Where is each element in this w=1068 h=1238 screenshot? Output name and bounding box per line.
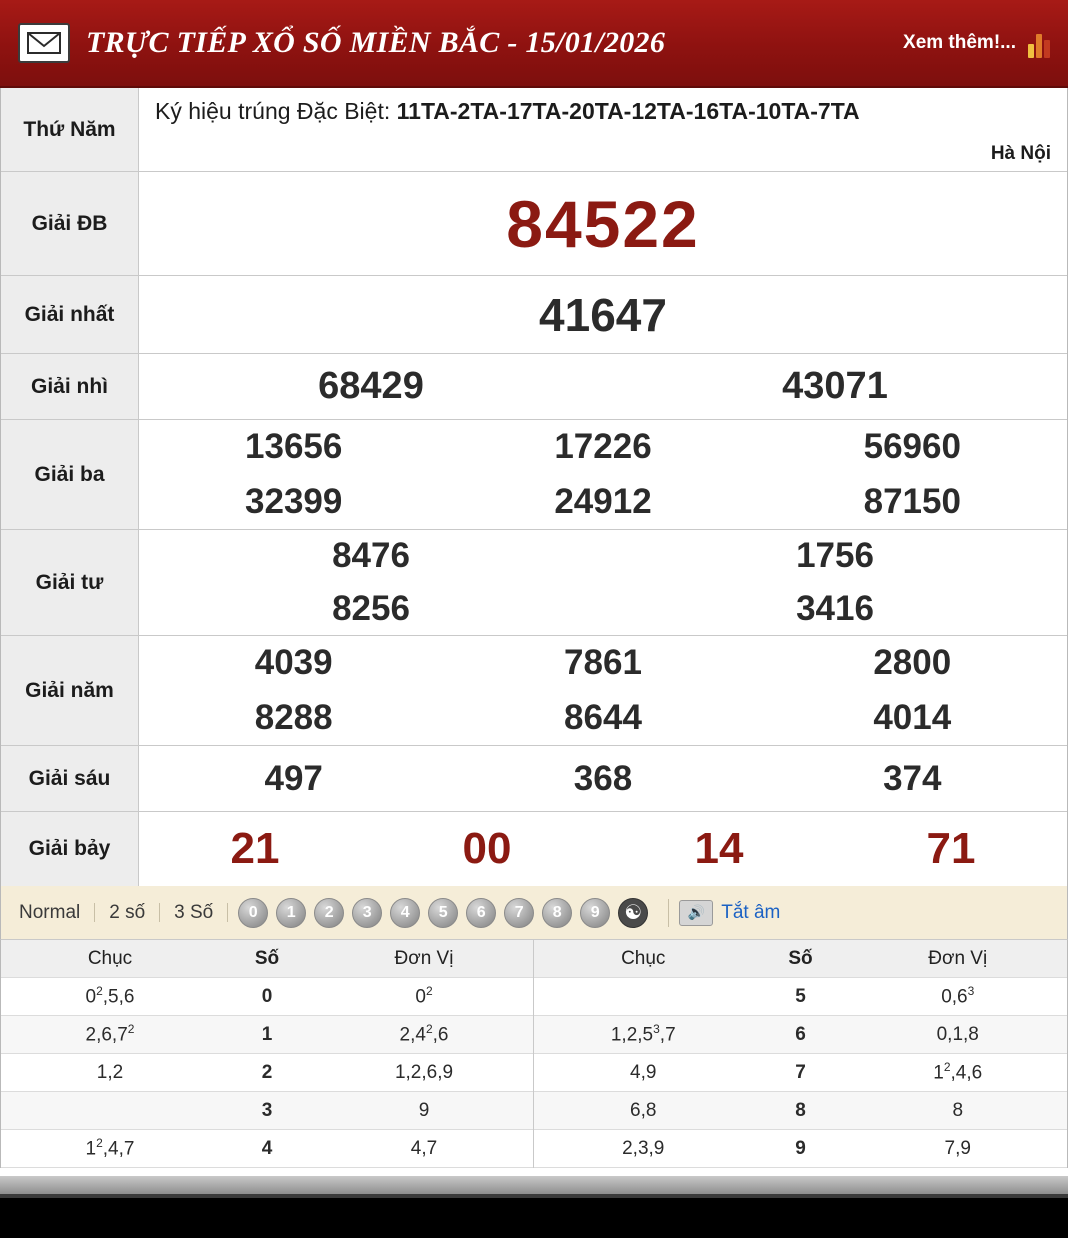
device-bezel-bottom (0, 1194, 1068, 1238)
stats-col-so: Số (788, 947, 813, 969)
envelope-icon (18, 23, 70, 63)
prize-number: 41647 (539, 288, 667, 341)
cell-so: 5 (795, 985, 806, 1007)
stats-col-chuc: Chục (621, 947, 666, 969)
prize-values-ba (139, 420, 1067, 529)
prize-number: 4014 (873, 697, 952, 737)
stats-col-donvi: Đơn Vị (394, 947, 454, 969)
table-row (534, 1054, 1067, 1092)
cell-donvi: $0^2$ (415, 984, 433, 1008)
cell-donvi: 4,7 (410, 1137, 438, 1159)
prize-number: 374 (883, 758, 942, 798)
cell-chuc: $0^2,5,6$ (85, 984, 135, 1008)
digit-button-6[interactable]: 6 (466, 898, 496, 928)
sound-toggle[interactable] (679, 900, 780, 926)
table-row (1, 1130, 533, 1168)
toolbar-divider (668, 899, 669, 927)
prize-row-nhi (1, 354, 1067, 420)
cell-so: 6 (795, 1023, 806, 1045)
prize-values-nam (139, 636, 1067, 745)
cell-chuc: 6,8 (630, 1099, 657, 1121)
prize-row-bay (1, 812, 1067, 886)
prize-values-db (139, 172, 1067, 275)
sound-toggle-label[interactable]: Tắt âm (721, 901, 781, 923)
yin-yang-icon[interactable]: ☯ (618, 898, 648, 928)
prize-values-tu (139, 530, 1067, 635)
table-row (534, 1016, 1067, 1054)
digit-button-2[interactable]: 2 (314, 898, 344, 928)
cell-so: 4 (261, 1137, 273, 1159)
stats-col-chuc: Chục (87, 947, 133, 969)
table-row (1, 1016, 533, 1054)
prize-number: 14 (694, 824, 744, 873)
device-bezel-top (0, 1176, 1068, 1194)
cell-donvi: 9 (418, 1099, 430, 1121)
prize-number: 68429 (318, 365, 424, 407)
special-code-key: Ký hiệu trúng Đặc Biệt: (155, 98, 391, 124)
filter-toolbar (0, 886, 1068, 940)
cell-chuc: 4,9 (630, 1061, 657, 1083)
prize-row-nam (1, 636, 1067, 746)
prize-values-nhat (139, 276, 1067, 353)
stats-header-row (1, 940, 533, 978)
prize-number: 4039 (254, 643, 333, 683)
weekday-label: Thứ Năm (1, 88, 139, 171)
prize-values-nhi (139, 354, 1067, 419)
prize-number: 8644 (564, 697, 642, 737)
table-row (1, 1092, 533, 1130)
digit-button-8[interactable]: 8 (542, 898, 572, 928)
table-row (1, 1054, 533, 1092)
prize-number: 7861 (564, 643, 642, 683)
prize-label-tu: Giải tư (1, 530, 139, 635)
prize-number: 8256 (332, 588, 410, 628)
digit-button-7[interactable]: 7 (504, 898, 534, 928)
prize-label-nam: Giải năm (1, 636, 139, 745)
prize-label-sau: Giải sáu (1, 746, 139, 811)
cell-donvi: 0,1,8 (936, 1023, 979, 1045)
digit-button-1[interactable]: 1 (276, 898, 306, 928)
special-code-area (139, 88, 1067, 171)
prize-number: 43071 (782, 365, 888, 407)
page-title: TRỰC TIẾP XỔ SỐ MIỀN BẮC - 15/01/2026 (86, 26, 666, 59)
cell-chuc: 1,2,5$^3$,7 (610, 1022, 676, 1046)
prize-number: 24912 (554, 481, 652, 521)
prize-number: 368 (573, 758, 633, 798)
stats-col-so: Số (254, 947, 280, 969)
digit-stats-tables (0, 940, 1068, 1168)
prize-number: 00 (462, 824, 512, 873)
prize-number: 497 (264, 758, 323, 798)
stats-table-right (534, 940, 1067, 1168)
prize-number: 1756 (796, 536, 874, 576)
prize-label-nhat: Giải nhất (1, 276, 139, 353)
page-header (0, 0, 1068, 88)
cell-so: 7 (795, 1061, 806, 1083)
cell-donvi: 8 (952, 1099, 964, 1121)
table-row (534, 1092, 1067, 1130)
cell-so: 8 (795, 1099, 806, 1121)
two-digit-button[interactable]: 2 số (95, 903, 160, 922)
cell-so: 0 (261, 985, 273, 1007)
prize-number: 32399 (245, 481, 343, 521)
three-digit-button[interactable]: 3 Số (160, 903, 228, 922)
see-more-link[interactable]: Xem thêm!... (903, 32, 1016, 53)
special-code-value: 11TA-2TA-17TA-20TA-12TA-16TA-10TA-7TA (396, 98, 860, 124)
digit-button-4[interactable]: 4 (390, 898, 420, 928)
meta-row (1, 88, 1067, 172)
prize-row-nhat (1, 276, 1067, 354)
cell-so: 9 (795, 1137, 806, 1159)
prize-number: 87150 (863, 481, 961, 521)
digit-button-3[interactable]: 3 (352, 898, 382, 928)
prize-number: 56960 (863, 427, 961, 467)
prize-number: 2800 (873, 643, 952, 683)
prize-label-nhi: Giải nhì (1, 354, 139, 419)
mode-normal-button[interactable]: Normal (11, 903, 95, 922)
cell-so: 3 (261, 1099, 273, 1121)
digit-button-0[interactable]: 0 (238, 898, 268, 928)
cell-chuc: 1,2 (96, 1061, 124, 1083)
digit-button-9[interactable]: 9 (580, 898, 610, 928)
prize-number: 17226 (554, 427, 652, 467)
prize-values-bay (139, 812, 1067, 886)
prize-row-tu (1, 530, 1067, 636)
bar-chart-icon[interactable] (1028, 28, 1050, 58)
lottery-results-board (0, 88, 1068, 886)
cell-so: 2 (261, 1061, 273, 1083)
stats-header-row (534, 940, 1067, 978)
prize-number: 8288 (254, 697, 333, 737)
table-row (1, 978, 533, 1016)
cell-donvi: 1,2,6,9 (394, 1061, 454, 1083)
prize-number: 21 (230, 824, 280, 873)
cell-donvi: $2,4^2,6$ (399, 1022, 449, 1046)
cell-so: 1 (261, 1023, 273, 1045)
header-actions (903, 28, 1050, 58)
digit-button-5[interactable]: 5 (428, 898, 458, 928)
stats-table-left (1, 940, 534, 1168)
prize-row-sau (1, 746, 1067, 812)
table-row (534, 978, 1067, 1016)
prize-number: 71 (926, 824, 976, 873)
table-row (534, 1130, 1067, 1168)
province-label: Hà Nội (990, 143, 1051, 164)
cell-chuc: 2,3,9 (622, 1137, 665, 1159)
prize-number: 3416 (796, 588, 874, 628)
cell-chuc: 2,6,7$^2$ (85, 1022, 135, 1046)
speaker-icon[interactable]: 🔊 (679, 900, 713, 926)
prize-values-sau (139, 746, 1067, 811)
cell-donvi: $1^2,4,6$ (933, 1060, 983, 1084)
prize-label-ba: Giải ba (1, 420, 139, 529)
prize-row-db (1, 172, 1067, 276)
prize-number: 13656 (245, 427, 343, 467)
prize-label-bay: Giải bảy (1, 812, 139, 886)
prize-number: 8476 (332, 536, 410, 576)
cell-donvi: 7,9 (944, 1137, 971, 1159)
cell-donvi: $0,6^3$ (941, 984, 975, 1008)
digit-filter-group (228, 898, 658, 928)
prize-number: 84522 (506, 186, 700, 261)
prize-row-ba (1, 420, 1067, 530)
stats-col-donvi: Đơn Vị (928, 947, 988, 969)
cell-chuc: $1^2,4,7$ (85, 1136, 135, 1160)
prize-label-db: Giải ĐB (1, 172, 139, 275)
